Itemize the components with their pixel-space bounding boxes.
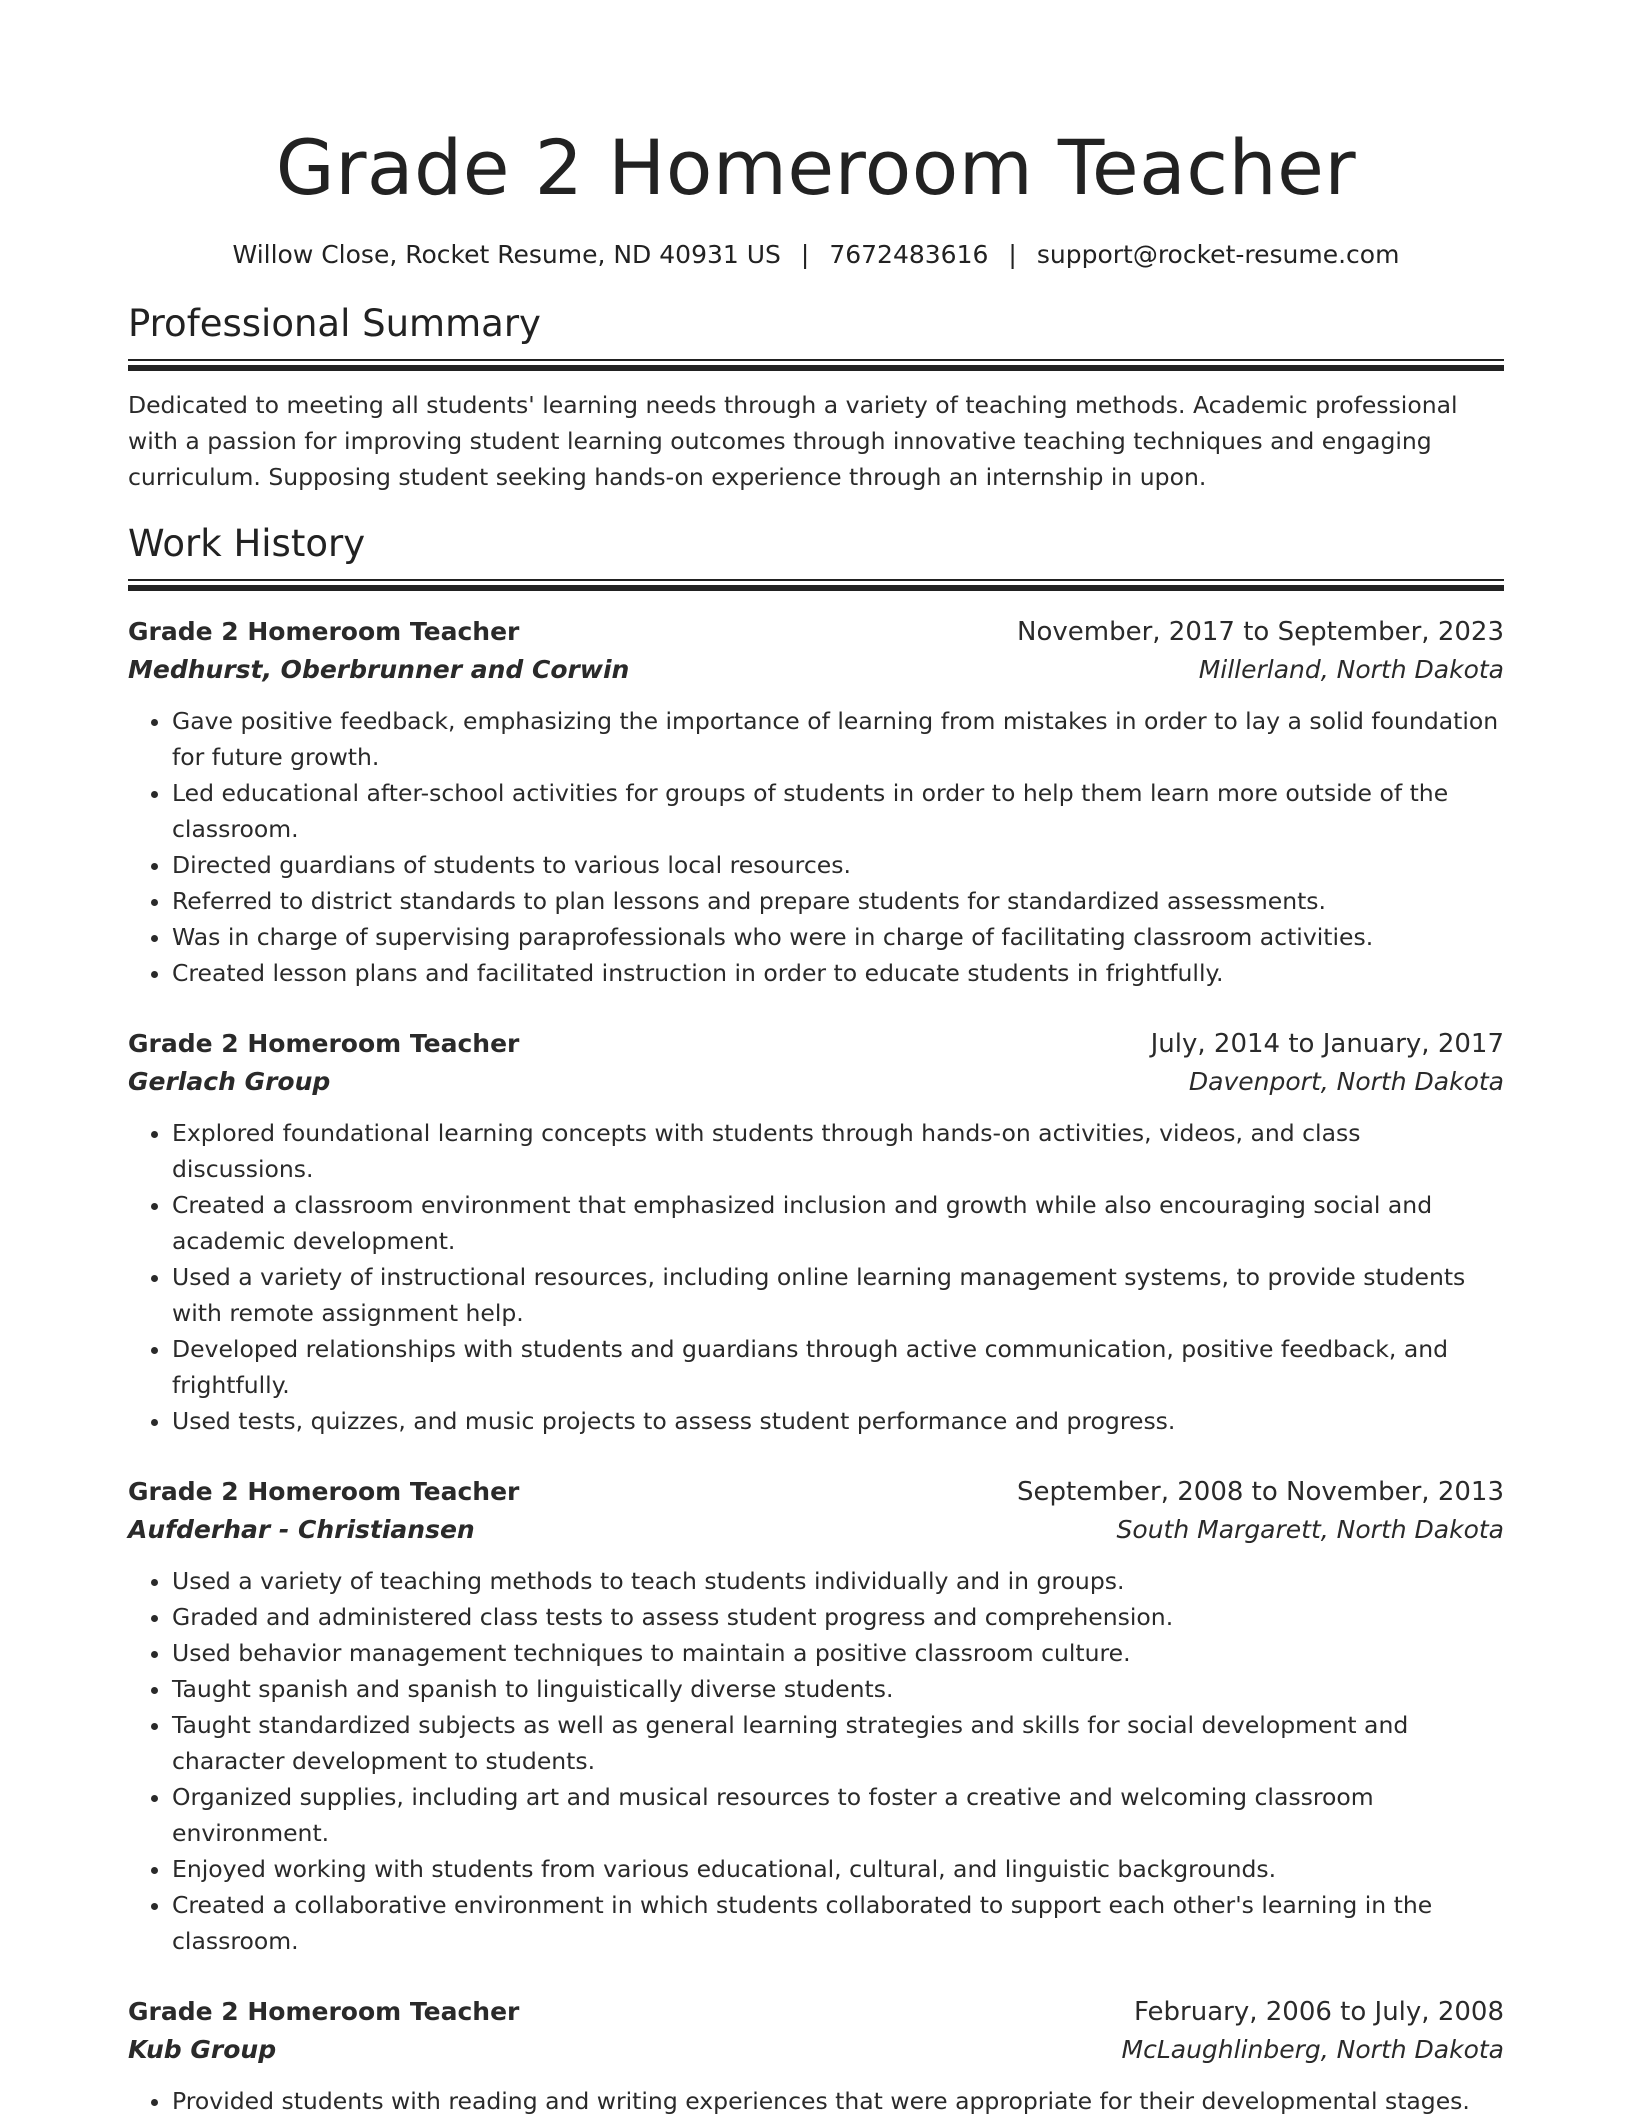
job-entry xyxy=(128,1993,1504,2119)
job-bullet: • Directed guardians of students to various local resources. xyxy=(172,847,1504,883)
job-dates: February, 2006 to July, 2008 xyxy=(1134,1996,1504,2027)
job-bullet: • Graded and administered class tests to assess student progress and comprehension. xyxy=(172,1599,1504,1635)
job-company-row xyxy=(128,2031,1504,2069)
job-bullet: • Created a collaborative environment in which students collaborated to support each other's learning in the classroom. xyxy=(172,1887,1504,1959)
job-entry xyxy=(128,1025,1504,1439)
section-heading-summary: Professional Summary xyxy=(128,302,541,345)
job-title: Grade 2 Homeroom Teacher xyxy=(128,1996,520,2026)
contact-phone: 7672483616 xyxy=(829,240,989,269)
job-company-row xyxy=(128,1511,1504,1549)
job-header-row xyxy=(128,1025,1504,1063)
contact-separator: | xyxy=(1008,240,1017,269)
job-dates: September, 2008 to November, 2013 xyxy=(1017,1476,1504,1507)
job-bullet: • Used a variety of instructional resources, including online learning management systems, to provide students with remote assignment help. xyxy=(172,1259,1504,1331)
job-location: Millerland, North Dakota xyxy=(1198,654,1504,684)
job-bullet: • Organized supplies, including art and musical resources to foster a creative and welcoming classroom environment. xyxy=(172,1779,1504,1851)
job-bullet: • Gave positive feedback, emphasizing the importance of learning from mistakes in order to lay a solid foundation for future growth. xyxy=(172,703,1504,775)
contact-separator: | xyxy=(800,240,810,269)
job-bullet: • Developed relationships with students and guardians through active communication, positive feedback, and frightfully. xyxy=(172,1331,1504,1403)
summary-paragraph: Dedicated to meeting all students' learning needs through a variety of teaching methods. Academic professional with a passion for improving student learning outcomes through innovative teaching techniques and engaging curriculum. Supposing student seeking hands-on experience through an internship in upon. xyxy=(128,391,1458,491)
job-title: Grade 2 Homeroom Teacher xyxy=(128,1476,520,1506)
job-header-row xyxy=(128,613,1504,651)
job-company: Aufderhar - Christiansen xyxy=(128,1514,475,1544)
job-bullet: • Explored foundational learning concepts with students through hands-on activities, videos, and class discussions. xyxy=(172,1115,1504,1187)
contact-email: support@rocket-resume.com xyxy=(1036,240,1400,269)
resume-name-heading: Grade 2 Homeroom Teacher xyxy=(275,123,1357,212)
job-bullet: • Provided students with reading and writing experiences that were appropriate for their developmental stages. xyxy=(172,2083,1504,2119)
job-title: Grade 2 Homeroom Teacher xyxy=(128,1028,520,1058)
job-entry xyxy=(128,613,1504,991)
job-bullet: • Created a classroom environment that emphasized inclusion and growth while also encouraging social and academic development. xyxy=(172,1187,1504,1259)
job-dates: July, 2014 to January, 2017 xyxy=(1150,1028,1504,1059)
job-location: Davenport, North Dakota xyxy=(1188,1066,1504,1096)
job-title: Grade 2 Homeroom Teacher xyxy=(128,616,520,646)
job-company: Kub Group xyxy=(128,2034,277,2064)
job-bullet: • Taught spanish and spanish to linguistically diverse students. xyxy=(172,1671,1504,1707)
contact-line xyxy=(128,238,1504,272)
section-rule-thick xyxy=(128,585,1504,591)
job-bullet-list xyxy=(128,703,1504,991)
job-bullet: • Created lesson plans and facilitated instruction in order to educate students in frightfully. xyxy=(172,955,1504,991)
job-bullet-list xyxy=(128,1563,1504,1959)
job-entry xyxy=(128,1473,1504,1959)
section-heading-work-history: Work History xyxy=(128,521,366,565)
job-bullet-list xyxy=(128,1115,1504,1439)
job-company: Medhurst, Oberbrunner and Corwin xyxy=(128,654,630,684)
job-bullet: • Enjoyed working with students from various educational, cultural, and linguistic backgrounds. xyxy=(172,1851,1504,1887)
job-bullet: • Led educational after-school activities for groups of students in order to help them learn more outside of the classroom. xyxy=(172,775,1504,847)
job-company-row xyxy=(128,651,1504,689)
job-header-row xyxy=(128,1473,1504,1511)
job-bullet: • Used behavior management techniques to maintain a positive classroom culture. xyxy=(172,1635,1504,1671)
job-bullet: • Used tests, quizzes, and music projects to assess student performance and progress. xyxy=(172,1403,1504,1439)
job-header-row xyxy=(128,1993,1504,2031)
contact-address: Willow Close, Rocket Resume, ND 40931 US xyxy=(232,240,781,269)
section-rule-thin xyxy=(128,359,1504,361)
job-bullet-list xyxy=(128,2083,1504,2119)
job-dates: November, 2017 to September, 2023 xyxy=(1017,616,1504,647)
section-rule-thin xyxy=(128,579,1504,581)
job-company: Gerlach Group xyxy=(128,1066,331,1096)
section-rule-thick xyxy=(128,365,1504,371)
job-bullet: • Referred to district standards to plan lessons and prepare students for standardized assessments. xyxy=(172,883,1504,919)
work-history-section xyxy=(128,519,1504,2119)
resume-page xyxy=(128,0,1504,2119)
job-bullet: • Was in charge of supervising paraprofessionals who were in charge of facilitating classroom activities. xyxy=(172,919,1504,955)
job-company-row xyxy=(128,1063,1504,1101)
job-bullet: • Used a variety of teaching methods to teach students individually and in groups. xyxy=(172,1563,1504,1599)
job-location: McLaughlinberg, North Dakota xyxy=(1121,2034,1504,2064)
job-bullet: • Taught standardized subjects as well as general learning strategies and skills for social development and character development to students. xyxy=(172,1707,1504,1779)
job-location: South Margarett, North Dakota xyxy=(1116,1514,1504,1544)
professional-summary-section xyxy=(128,299,1504,495)
